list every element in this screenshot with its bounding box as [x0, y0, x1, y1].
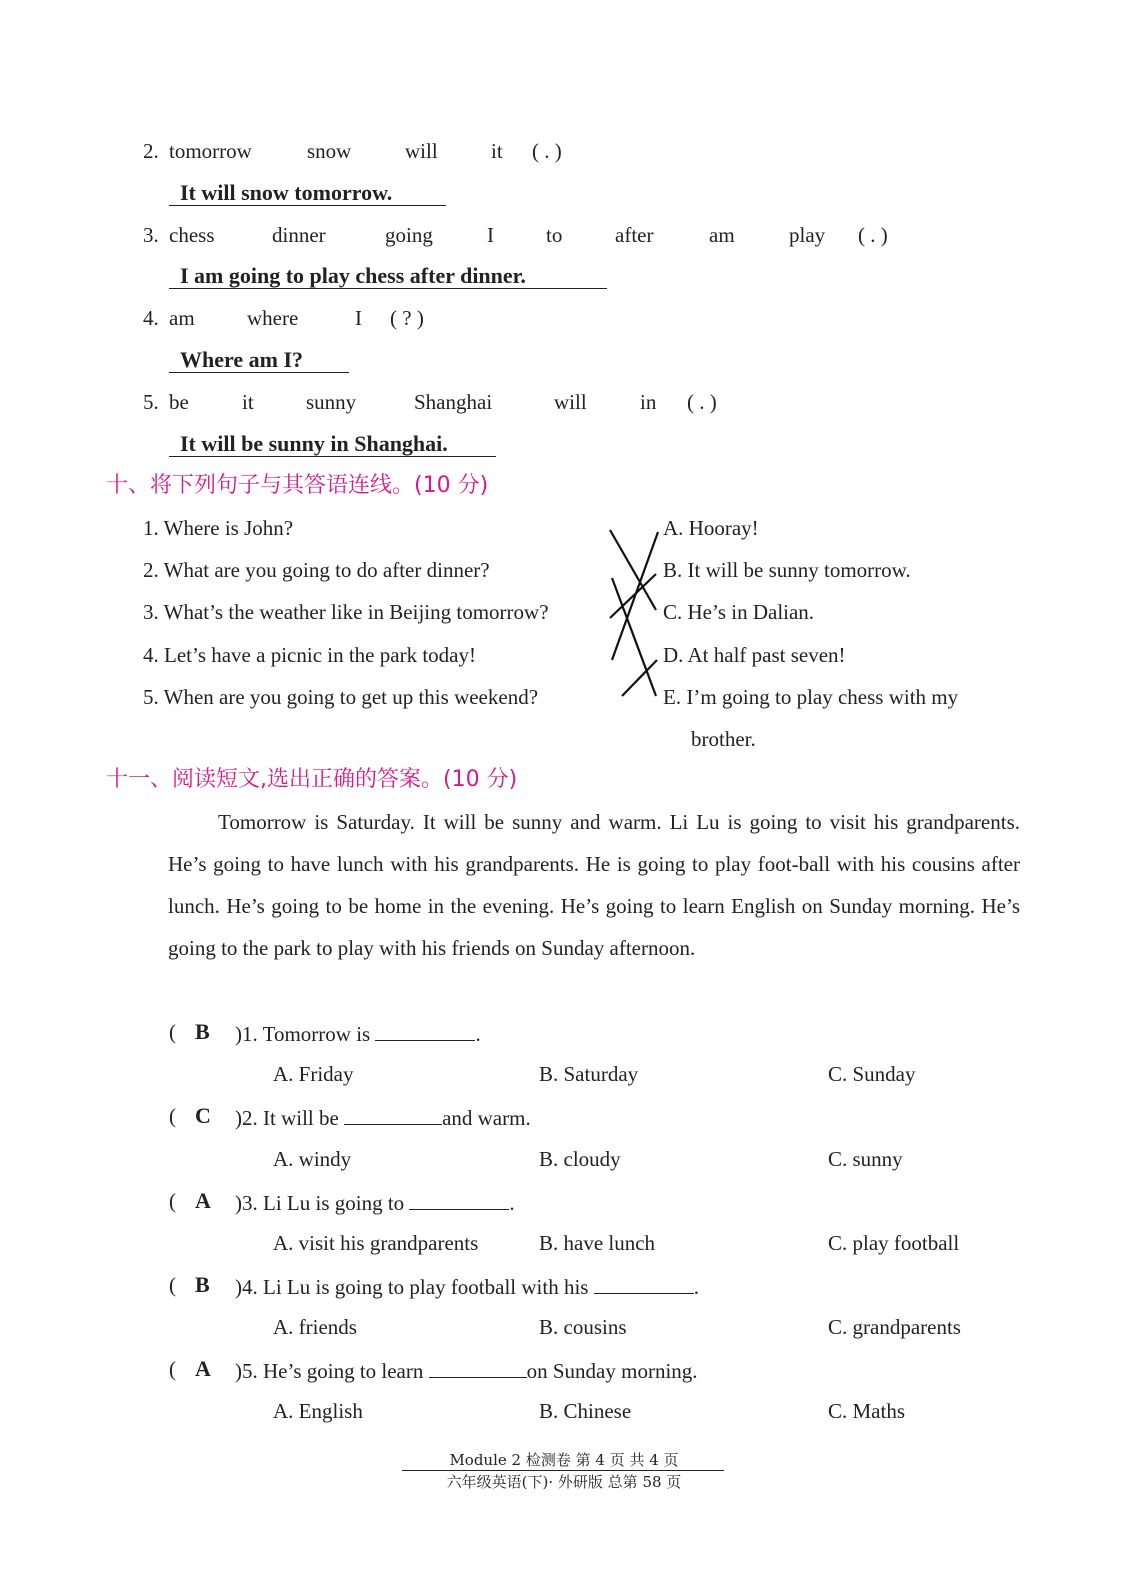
- bracket-open: (: [169, 1357, 176, 1381]
- footer-divider: [402, 1470, 724, 1471]
- reorder-word: in: [640, 390, 657, 414]
- reorder-word: after: [615, 223, 654, 247]
- reorder-number: 2.: [143, 139, 159, 163]
- reorder-number: 3.: [143, 223, 159, 247]
- reorder-answer: It will be sunny in Shanghai.: [180, 431, 448, 456]
- reorder-number: 4.: [143, 306, 159, 330]
- match-line: [622, 660, 657, 696]
- choice-answer: B: [195, 1272, 210, 1297]
- bracket-open: (: [169, 1020, 176, 1044]
- option-c: C. sunny: [828, 1147, 903, 1171]
- reorder-punct: ( . ): [858, 223, 888, 247]
- option-a: A. visit his grandparents: [273, 1231, 479, 1255]
- choice-answer: C: [195, 1103, 211, 1128]
- question-stem: )1. Tomorrow is .: [235, 1022, 481, 1046]
- option-a: A. Friday: [273, 1062, 354, 1086]
- reorder-word: dinner: [272, 223, 326, 247]
- question-stem: )5. He’s going to learn on Sunday morning.: [235, 1359, 698, 1383]
- match-question: 2. What are you going to do after dinner?: [143, 558, 490, 582]
- match-answer: D. At half past seven!: [663, 643, 846, 667]
- reorder-word: tomorrow: [169, 139, 252, 163]
- reorder-word: where: [247, 306, 299, 330]
- reorder-word: play: [789, 223, 826, 247]
- reorder-word: am: [709, 223, 735, 247]
- match-question: 1. Where is John?: [143, 516, 294, 540]
- reorder-punct: ( . ): [687, 390, 717, 414]
- match-answer: A. Hooray!: [663, 516, 759, 540]
- question-stem: )3. Li Lu is going to .: [235, 1191, 515, 1215]
- reorder-word: am: [169, 306, 195, 330]
- reorder-word: will: [554, 390, 587, 414]
- section-10-title: 十、将下列句子与其答语连线。(10 分): [106, 473, 489, 498]
- reorder-word: will: [405, 139, 438, 163]
- option-b: B. Saturday: [539, 1062, 639, 1086]
- option-c: C. Sunday: [828, 1062, 916, 1086]
- section-11-title: 十一、阅读短文,选出正确的答案。(10 分): [106, 767, 518, 792]
- reorder-word: it: [491, 139, 503, 163]
- option-b: B. cloudy: [539, 1147, 621, 1171]
- question-stem: )4. Li Lu is going to play football with his .: [235, 1275, 699, 1299]
- option-b: B. Chinese: [539, 1399, 632, 1423]
- match-question: 5. When are you going to get up this weekend?: [143, 685, 539, 709]
- bracket-open: (: [169, 1104, 176, 1128]
- option-c: C. grandparents: [828, 1315, 961, 1339]
- choice-answer: A: [195, 1356, 211, 1381]
- reorder-word: going: [385, 223, 433, 247]
- reorder-number: 5.: [143, 390, 159, 414]
- option-a: A. windy: [273, 1147, 352, 1171]
- footer-line-2: 六年级英语(下)· 外研版 总第 58 页: [446, 1473, 682, 1491]
- reorder-punct: ( ? ): [390, 306, 424, 330]
- reorder-answer: I am going to play chess after dinner.: [180, 263, 526, 288]
- choice-answer: B: [195, 1019, 210, 1044]
- match-question: 3. What’s the weather like in Beijing tomorrow?: [143, 600, 549, 624]
- reorder-word: to: [546, 223, 563, 247]
- match-answer: B. It will be sunny tomorrow.: [663, 558, 911, 582]
- question-stem: )2. It will be and warm.: [235, 1106, 531, 1130]
- reorder-word: I: [355, 306, 362, 330]
- reading-passage: Tomorrow is Saturday. It will be sunny and warm. Li Lu is going to visit his grandparents. He’s going to have lunch with his grandparents. He is going to play foot-ball with his cousins after lunch. He’s going to be home in the evening. He’s going to learn English on Sunday morning. He’s going to the park to play with his friends on Sunday afternoon.: [168, 810, 1020, 960]
- choice-answer: A: [195, 1188, 211, 1213]
- option-c: C. Maths: [828, 1399, 906, 1423]
- reorder-word: it: [242, 390, 254, 414]
- reorder-word: sunny: [306, 390, 357, 414]
- reorder-punct: ( . ): [532, 139, 562, 163]
- footer-line-1: Module 2 检测卷 第 4 页 共 4 页: [449, 1451, 679, 1469]
- reorder-word: chess: [169, 223, 215, 247]
- match-answer: C. He’s in Dalian.: [663, 600, 815, 624]
- reorder-word: snow: [307, 139, 352, 163]
- option-a: A. friends: [273, 1315, 357, 1339]
- reorder-answer: Where am I?: [180, 347, 304, 372]
- option-b: B. have lunch: [539, 1231, 656, 1255]
- bracket-open: (: [169, 1273, 176, 1297]
- option-c: C. play football: [828, 1231, 960, 1255]
- reorder-word: Shanghai: [414, 390, 493, 414]
- reorder-answer: It will snow tomorrow.: [180, 180, 393, 205]
- bracket-open: (: [169, 1189, 176, 1213]
- match-question: 4. Let’s have a picnic in the park today!: [143, 643, 476, 667]
- reorder-word: I: [487, 223, 494, 247]
- match-answer-continued: brother.: [691, 727, 756, 751]
- option-a: A. English: [273, 1399, 363, 1423]
- option-b: B. cousins: [539, 1315, 627, 1339]
- match-answer: E. I’m going to play chess with my: [663, 685, 959, 709]
- reorder-word: be: [169, 390, 189, 414]
- match-line: [610, 530, 656, 610]
